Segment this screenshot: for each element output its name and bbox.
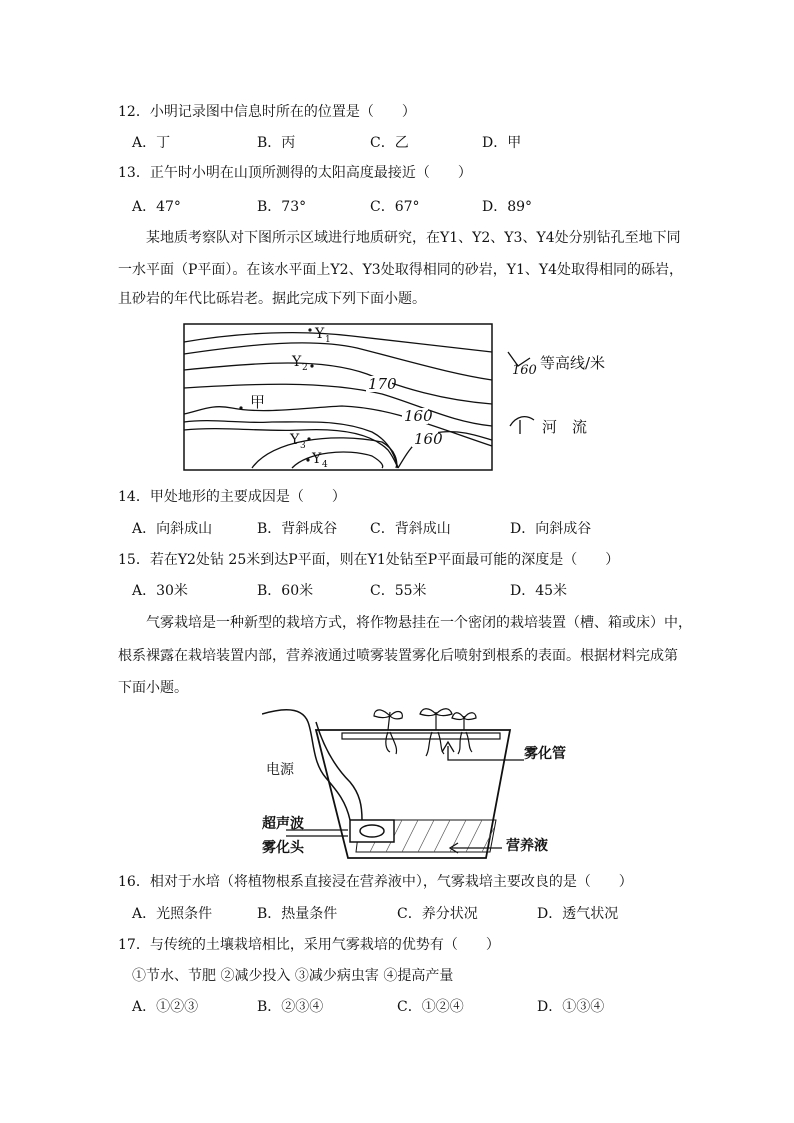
q16-option-b[interactable]: B．热量条件 bbox=[257, 906, 338, 922]
label-ultrasonic-1: 超声波 bbox=[262, 816, 304, 832]
q14-option-d[interactable]: D．向斜成谷 bbox=[510, 521, 592, 537]
legend-river-text: 河 流 bbox=[542, 418, 588, 436]
point-y2 bbox=[310, 364, 313, 367]
q17-statements: ①节水、节肥 ②减少投入 ③减少病虫害 ④提高产量 bbox=[132, 968, 454, 984]
question-17-stem: 17．与传统的土壤栽培相比，采用气雾栽培的优势有（ ） bbox=[118, 937, 500, 953]
point-y1 bbox=[308, 328, 311, 331]
q15-option-a[interactable]: A．30米 bbox=[132, 583, 188, 599]
contour-label-170: 170 bbox=[368, 375, 397, 393]
label-y2: Y bbox=[292, 354, 302, 370]
geology-passage-line-3: 且砂岩的年代比砾岩老。据此完成下列下面小题。 bbox=[118, 291, 426, 307]
q14-option-b[interactable]: B．背斜成谷 bbox=[257, 521, 338, 537]
question-12-stem: 12．小明记录图中信息时所在的位置是（ ） bbox=[118, 104, 416, 120]
q17-option-b[interactable]: B．②③④ bbox=[257, 999, 324, 1015]
q12-option-d[interactable]: D．甲 bbox=[482, 135, 522, 151]
question-13-stem: 13．正午时小明在山顶所测得的太阳高度最接近（ ） bbox=[118, 165, 472, 181]
q13-option-d[interactable]: D．89° bbox=[482, 199, 533, 215]
q14-option-a[interactable]: A．向斜成山 bbox=[132, 521, 213, 537]
q17-option-d[interactable]: D．①③④ bbox=[537, 999, 605, 1015]
aeroponics-device-figure bbox=[262, 702, 582, 862]
label-y4-sub: 4 bbox=[322, 460, 328, 470]
label-y1-sub: 1 bbox=[325, 335, 331, 345]
aeroponics-passage-line-2: 根系裸露在栽培装置内部，营养液通过喷雾装置雾化后喷射到根系的表面。根据材料完成第 bbox=[118, 648, 678, 664]
question-15-stem: 15．若在Y2处钻 25米到达P平面，则在Y1处钻至P平面最可能的深度是（ ） bbox=[118, 552, 620, 568]
q13-option-c[interactable]: C．67° bbox=[370, 199, 420, 215]
label-ultrasonic-2: 雾化头 bbox=[262, 840, 304, 856]
contour-label-160-a: 160 bbox=[404, 407, 433, 425]
label-nutrient: 营养液 bbox=[506, 838, 548, 854]
point-y4 bbox=[306, 458, 309, 461]
label-y3: Y bbox=[290, 432, 300, 448]
q13-option-b[interactable]: B．73° bbox=[257, 199, 307, 215]
q15-option-d[interactable]: D．45米 bbox=[510, 583, 568, 599]
legend-contour-text: 等高线/米 bbox=[540, 354, 606, 372]
label-y3-sub: 3 bbox=[300, 441, 306, 451]
geology-passage-line-2: 一水平面（P平面）。在该水平面上Y2、Y3处取得相同的砂岩，Y1、Y4处取得相同的砾岩， bbox=[118, 262, 684, 278]
contour-map-figure bbox=[182, 322, 622, 477]
q13-option-a[interactable]: A．47° bbox=[132, 199, 181, 215]
label-power: 电源 bbox=[266, 762, 294, 778]
q15-option-c[interactable]: C．55米 bbox=[370, 583, 427, 599]
label-atomizer-tube: 雾化管 bbox=[524, 746, 566, 762]
geology-passage-line-1: 某地质考察队对下图所示区域进行地质研究，在Y1、Y2、Y3、Y4处分别钻孔至地下同 bbox=[146, 230, 681, 246]
question-14-stem: 14．甲处地形的主要成因是（ ） bbox=[118, 489, 346, 505]
question-16-stem: 16．相对于水培（将植物根系直接浸在营养液中），气雾栽培主要改良的是（ ） bbox=[118, 874, 633, 890]
q15-option-b[interactable]: B．60米 bbox=[257, 583, 314, 599]
label-y1: Y bbox=[315, 326, 325, 342]
aeroponics-passage-line-3: 下面小题。 bbox=[118, 680, 188, 696]
q12-option-a[interactable]: A．丁 bbox=[132, 135, 171, 151]
q12-option-c[interactable]: C．乙 bbox=[370, 135, 409, 151]
q16-option-c[interactable]: C．养分状况 bbox=[397, 906, 478, 922]
q14-option-c[interactable]: C．背斜成山 bbox=[370, 521, 451, 537]
label-y2-sub: 2 bbox=[302, 363, 308, 373]
contour-label-160-b: 160 bbox=[414, 430, 443, 448]
q16-option-d[interactable]: D．透气状况 bbox=[537, 906, 619, 922]
q17-option-a[interactable]: A．①②③ bbox=[132, 999, 199, 1015]
label-jia: 甲 bbox=[250, 393, 266, 411]
q16-option-a[interactable]: A．光照条件 bbox=[132, 906, 213, 922]
point-y3 bbox=[307, 437, 310, 440]
legend-contour-value: 160 bbox=[512, 363, 537, 378]
aeroponics-passage-line-1: 气雾栽培是一种新型的栽培方式，将作物悬挂在一个密闭的栽培装置（槽、箱或床）中， bbox=[146, 615, 692, 631]
q12-option-b[interactable]: B．丙 bbox=[257, 135, 296, 151]
point-jia bbox=[239, 406, 242, 409]
label-y4: Y bbox=[312, 451, 322, 467]
q17-option-c[interactable]: C．①②④ bbox=[397, 999, 464, 1015]
